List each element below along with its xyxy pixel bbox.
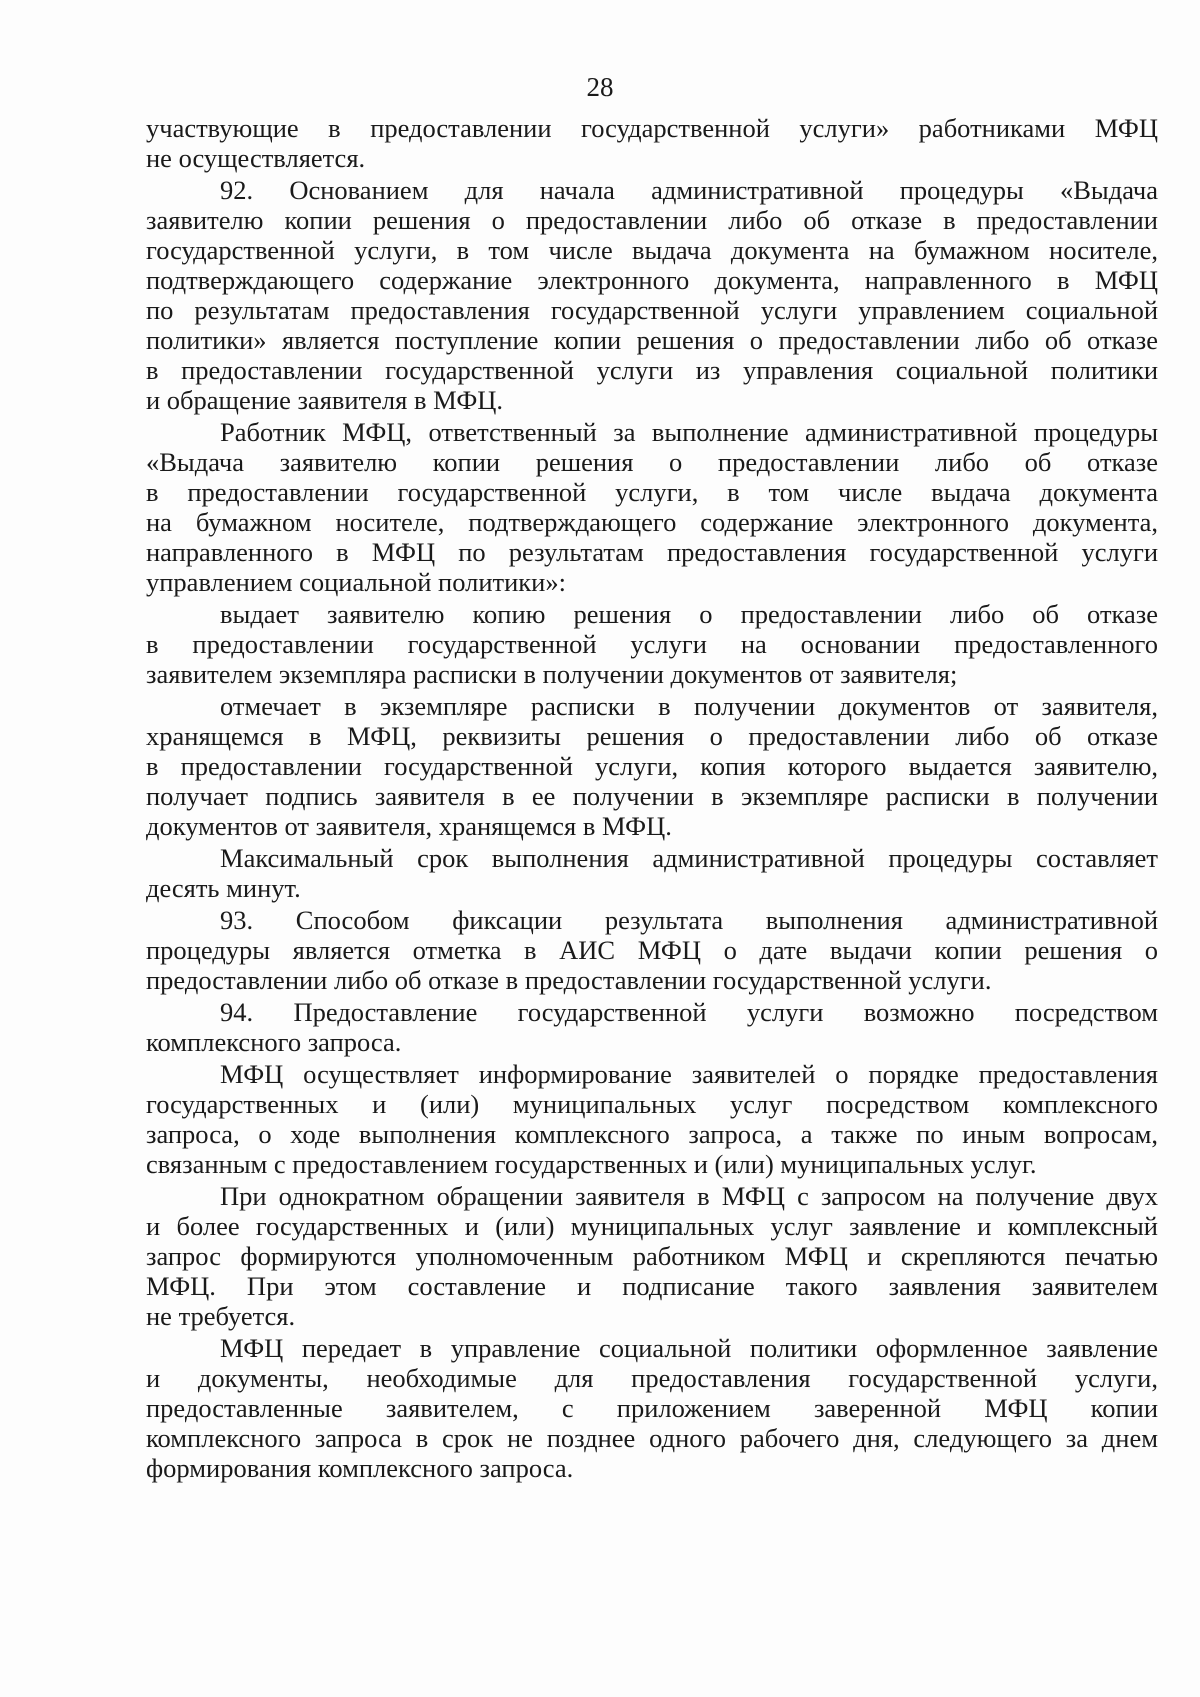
text-line: предоставленные заявителем, с приложением заверенной МФЦ копии [146,1393,1158,1423]
text-line: направленного в МФЦ по результатам предоставления государственной услуги [146,537,1158,567]
text-line: государственной услуги, в том числе выдача документа на бумажном носителе, [146,235,1158,265]
text-line: и более государственных и (или) муниципальных услуг заявление и комплексный [146,1211,1158,1241]
text-line: Максимальный срок выполнения административной процедуры составляет [220,843,1158,873]
text-line: в предоставлении государственной услуги из управления социальной политики [146,355,1158,385]
text-line: в предоставлении государственной услуги на основании предоставленного [146,629,1158,659]
text-line: формирования комплексного запроса. [146,1453,574,1483]
text-line: отмечает в экземпляре расписки в получении документов от заявителя, [220,691,1158,721]
text-line: заявителем экземпляра расписки в получении документов от заявителя; [146,659,958,689]
text-line: и обращение заявителя в МФЦ. [146,385,504,415]
text-line: Работник МФЦ, ответственный за выполнение административной процедуры [220,417,1158,447]
text-line: по результатам предоставления государственной услуги управлением социальной [146,295,1158,325]
text-line: участвующие в предоставлении государственной услуги» работниками МФЦ [146,113,1158,143]
text-line: не требуется. [146,1301,296,1331]
text-line: запрос формируются уполномоченным работником МФЦ и скрепляются печатью [146,1241,1158,1271]
text-line: При однократном обращении заявителя в МФЦ с запросом на получение двух [220,1181,1158,1211]
text-line: десять минут. [146,873,301,903]
text-line: хранящемся в МФЦ, реквизиты решения о предоставлении либо об отказе [146,721,1158,751]
text-line: в предоставлении государственной услуги, в том числе выдача документа [146,477,1158,507]
text-line: 94. Предоставление государственной услуги возможно посредством [220,997,1158,1027]
text-line: запроса, о ходе выполнения комплексного запроса, а также по иным вопросам, [146,1119,1158,1149]
text-line: подтверждающего содержание электронного документа, направленного в МФЦ [146,265,1158,295]
text-line: на бумажном носителе, подтверждающего содержание электронного документа, [146,507,1158,537]
text-line: предоставлении либо об отказе в предоставлении государственной услуги. [146,965,992,995]
text-line: заявителю копии решения о предоставлении либо об отказе в предоставлении [146,205,1158,235]
text-line: «Выдача заявителю копии решения о предоставлении либо об отказе [146,447,1158,477]
text-line: 92. Основанием для начала административной процедуры «Выдача [220,175,1158,205]
text-line: комплексного запроса в срок не позднее одного рабочего дня, следующего за днем [146,1423,1158,1453]
text-line: управлением социальной политики»: [146,567,566,597]
text-line: не осуществляется. [146,143,366,173]
text-line: политики» является поступление копии решения о предоставлении либо об отказе [146,325,1158,355]
text-line: процедуры является отметка в АИС МФЦ о дате выдачи копии решения о [146,935,1158,965]
text-line: выдает заявителю копию решения о предоставлении либо об отказе [220,599,1158,629]
text-line: 93. Способом фиксации результата выполнения административной [220,905,1158,935]
text-line: в предоставлении государственной услуги, копия которого выдается заявителю, [146,751,1158,781]
text-line: документов от заявителя, хранящемся в МФЦ. [146,811,672,841]
text-line: МФЦ передает в управление социальной политики оформленное заявление [220,1333,1158,1363]
text-line: государственных и (или) муниципальных услуг посредством комплексного [146,1089,1158,1119]
text-line: получает подпись заявителя в ее получении в экземпляре расписки в получении [146,781,1158,811]
text-line: МФЦ осуществляет информирование заявителей о порядке предоставления [220,1059,1158,1089]
text-line: связанным с предоставлением государственных и (или) муниципальных услуг. [146,1149,1037,1179]
text-line: комплексного запроса. [146,1027,402,1057]
page-number: 28 [586,72,614,102]
text-line: и документы, необходимые для предоставления государственной услуги, [146,1363,1158,1393]
text-line: МФЦ. При этом составление и подписание такого заявления заявителем [146,1271,1158,1301]
